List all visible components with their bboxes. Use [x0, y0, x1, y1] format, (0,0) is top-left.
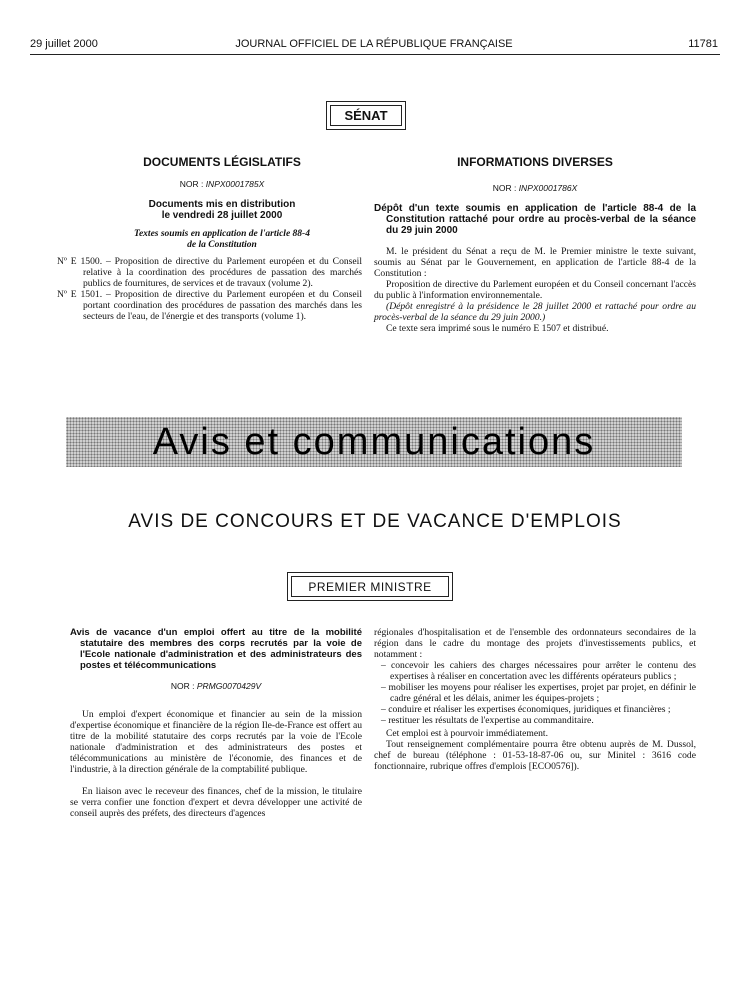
documents-legislatifs-section	[82, 155, 362, 251]
informations-nor: NOR : INPX0001786X	[492, 183, 578, 193]
list-item: Nº E 1500. – Proposition de directive du Parlement européen et du Conseil relative à la coordination des procédures de passation des marchés publics de fournitures, de services et de travaux (volume 2).	[57, 256, 362, 289]
header-date: 29 juillet 2000	[30, 38, 98, 50]
vacance-heading: Avis de vacance d'un emploi offert au titre de la mobilité statutaire des membres des corps recrutés par la voie de l'Ecole nationale d'administration et des administrateurs des postes et télécommunications	[70, 627, 362, 671]
senat-label: SÉNAT	[344, 108, 388, 123]
premier-ministre-box	[287, 572, 453, 601]
informations-body: M. le président du Sénat a reçu de M. le Premier ministre le texte suivant, soumis au Sénat par le Gouvernement, en application de l'article 88-4 de la Constitution : Proposition de directive du Parlement européen et du Conseil concernant l'accès du public à l'information environnementale. (Dépôt enregistré à la présidence le 28 juillet 2000 et rattaché pour ordre au procès-verbal de la séance du 29 juin 2000.) Ce texte sera imprimé sous le numéro E 1507 et distribué.	[374, 246, 696, 334]
informations-diverses-section	[374, 155, 696, 334]
documents-nor-code: INPX0001785X	[205, 179, 265, 189]
documents-subheading: Textes soumis en application de l'article 88-4 de la Constitution	[134, 229, 310, 250]
documents-heading: Documents mis en distribution le vendredi 28 juillet 2000	[148, 199, 296, 221]
vacance-right-column: régionales d'hospitalisation et de l'ensemble des ordonnateurs secondaires de la région dans le cadre du montage des projets d'investissements publics, et notamment : – concevoir les cahiers des charges nécessaires pour arrêter le contenu des expertises à réaliser en concertation avec les différents opérateurs publics ; – mobiliser les moyens pour réaliser les expertises, projet par projet, en définir le cadre général et les délais, animer les équipes-projets ; – conduire et réaliser les expertises économiques, juridiques et financières ; – restituer les résultats de l'expertise au commanditaire. Cet emploi est à pourvoir immédiatement. Tout renseignement complémentaire pourra être obtenu auprès de M. Dussol, chef de bureau (téléphone : 01-53-18-87-06 ou, sur Minitel : 3616 code fonctionnaire, rubrique offres d'emplois [ECO0576]).	[374, 627, 696, 772]
avis-concours-title: AVIS DE CONCOURS ET DE VACANCE D'EMPLOIS	[128, 511, 622, 532]
avis-banner	[66, 417, 682, 467]
header-rule	[30, 54, 720, 55]
list-item: Nº E 1501. – Proposition de directive du Parlement européen et du Conseil portant coordination des procédures de passation des marchés dans les secteurs de l'eau, de l'énergie et des transports (volume 1).	[57, 289, 362, 322]
journal-title: JOURNAL OFFICIEL DE LA RÉPUBLIQUE FRANÇAISE	[235, 38, 513, 50]
premier-ministre-label: PREMIER MINISTRE	[308, 579, 432, 594]
vacance-nor: NOR : PRMG0070429V	[170, 681, 262, 691]
informations-diverses-title: INFORMATIONS DIVERSES	[457, 155, 613, 169]
banner-title: Avis et communications	[152, 421, 596, 463]
vacance-nor-code: PRMG0070429V	[196, 681, 262, 691]
documents-legislatifs-title: DOCUMENTS LÉGISLATIFS	[143, 155, 301, 169]
list-item: – concevoir les cahiers des charges nécessaires pour arrêter le contenu des expertises à réaliser en concertation avec les différents opérateurs publics ;	[381, 660, 696, 682]
documents-nor: NOR : INPX0001785X	[179, 179, 265, 189]
list-item: – mobiliser les moyens pour réaliser les expertises, projet par projet, en définir le cadre général et les délais, animer les équipes-projets ;	[381, 682, 696, 704]
vacance-left-column	[70, 627, 362, 819]
informations-heading: Dépôt d'un texte soumis en application de l'article 88-4 de la Constitution rattaché pour ordre au procès-verbal de la séance du 29 juin 2000	[374, 203, 696, 236]
list-item: – restituer les résultats de l'expertise au commanditaire.	[381, 715, 594, 726]
page-number: 11781	[688, 38, 718, 50]
informations-nor-code: INPX0001786X	[518, 183, 578, 193]
senat-box	[326, 101, 406, 130]
vacance-body-left: Un emploi d'expert économique et financier au sein de la mission d'expertise économique et financière de la région Ile-de-France est offert au titre de la mobilité statutaire des corps recrutés par la voie de l'Ecole nationale d'administration et des administrateurs des postes et télécommunications au ministère de l'économie, des finances et de l'industrie, à la direction générale de la comptabilité publique. En liaison avec le receveur des finances, chef de la mission, le titulaire se verra confier une fonction d'expert et devra développer une activité de conseil auprès des préfets, des directeurs d'agences	[70, 709, 362, 819]
list-item: – conduire et réaliser les expertises économiques, juridiques et financières ;	[381, 704, 671, 715]
documents-list	[57, 256, 362, 322]
